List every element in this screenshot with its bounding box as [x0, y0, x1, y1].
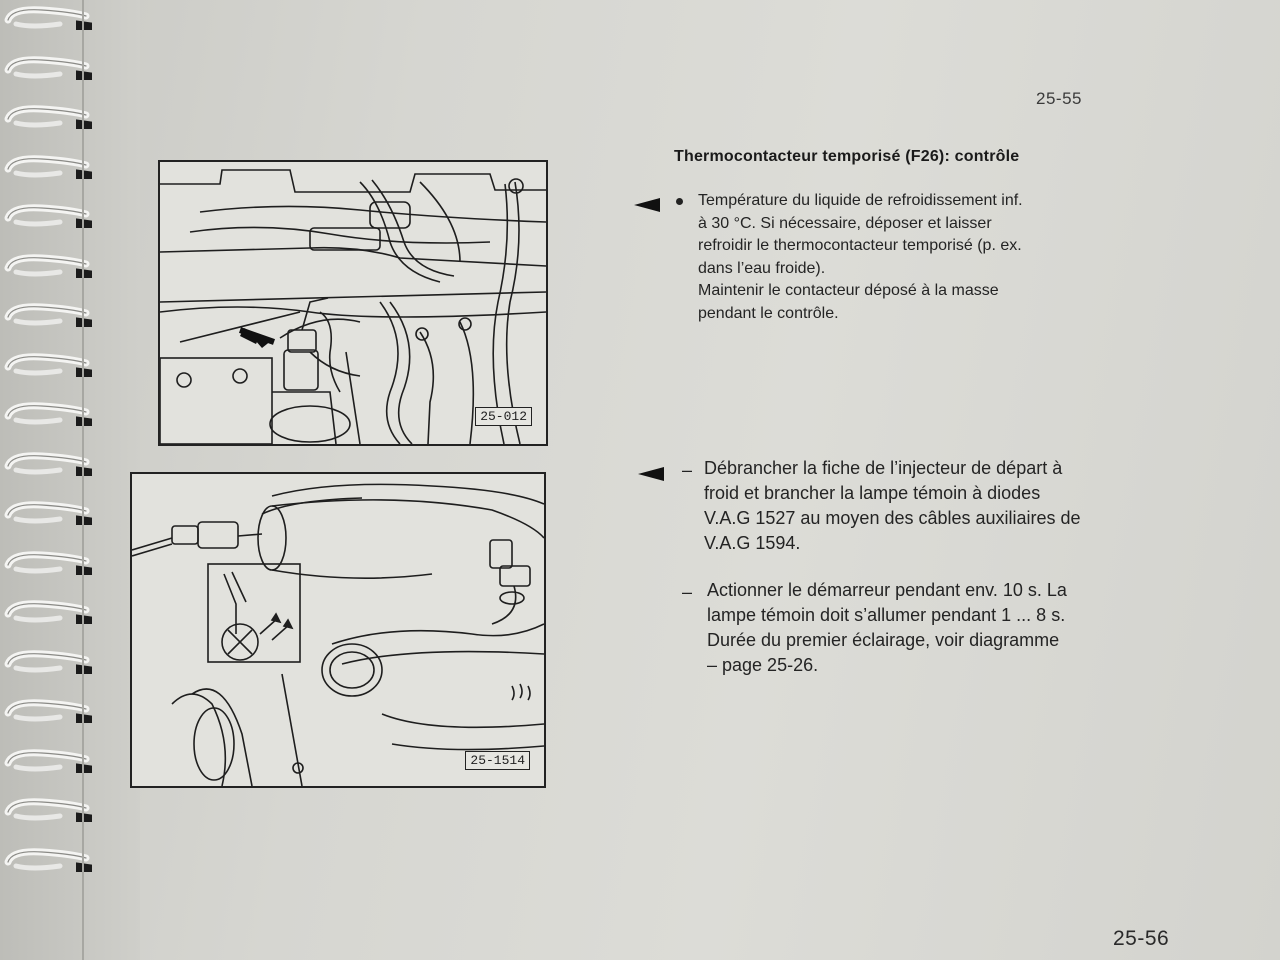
text-line: pendant le contrôle. [698, 304, 839, 322]
engine-illustration-1 [160, 162, 546, 444]
step-actuate-starter [707, 578, 1147, 678]
pointer-arrow-icon [634, 198, 660, 212]
figure-label: 25-012 [475, 407, 532, 426]
paragraph-temperature-check [698, 190, 1118, 325]
text-line: Maintenir le contacteur déposé à la masse [698, 282, 999, 299]
step-disconnect-injector [704, 456, 1144, 556]
text-line: – page 25-26. [707, 655, 819, 675]
text-line: Durée du premier éclairage, voir diagramme [707, 630, 1060, 650]
page-number-top: 25-55 [1036, 89, 1082, 108]
spiral-binding [0, 0, 140, 960]
text-line: dans l’eau froide). [698, 259, 826, 277]
text-line: V.A.G 1594. [704, 533, 801, 553]
text-line: Débrancher la fiche de l’injecteur de départ à [704, 458, 1063, 478]
text-line: à 30 °C. Si nécessaire, déposer et laisser [698, 214, 992, 232]
bullet-icon [676, 198, 683, 205]
engine-illustration-2 [132, 474, 544, 786]
page-edge [82, 0, 84, 960]
dash-marker: – [682, 582, 693, 602]
text-line: froid et brancher la lampe témoin à diodes [704, 483, 1041, 503]
section-heading: Thermocontacteur temporisé (F26): contrôle [674, 148, 1020, 165]
text-line: refroidir le thermocontacteur temporisé (p. ex. [698, 237, 1022, 254]
text-line: V.A.G 1527 au moyen des câbles auxiliaires de [704, 508, 1081, 528]
figure-label: 25-1514 [465, 751, 530, 770]
dash-marker: – [682, 460, 693, 480]
page-number-bottom: 25-56 [1113, 927, 1170, 950]
text-line: Actionner le démarreur pendant env. 10 s. La [707, 580, 1067, 600]
text-line: lampe témoin doit s’allumer pendant 1 ... 8 s. [707, 605, 1066, 625]
pointer-arrow-icon [638, 467, 664, 481]
figure-cold-start-injector [130, 472, 546, 788]
text-line: Température du liquide de refroidissement inf. [698, 192, 1023, 209]
figure-thermoswitch-location [158, 160, 548, 446]
